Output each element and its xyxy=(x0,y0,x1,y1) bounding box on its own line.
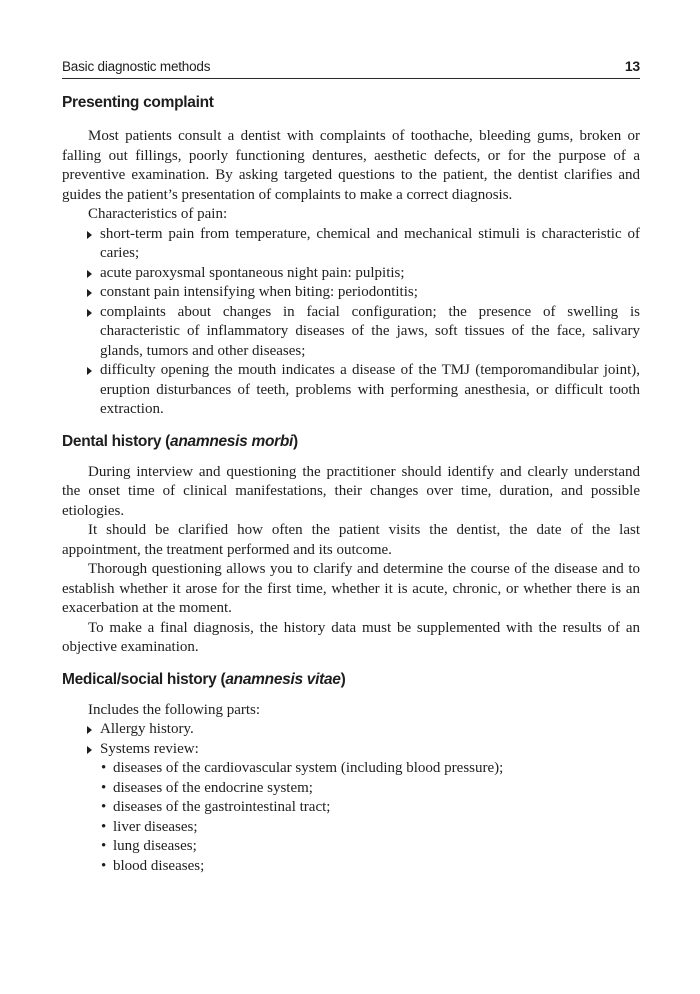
pain-list xyxy=(62,225,640,420)
page-number: 13 xyxy=(624,58,640,74)
heading-dental-history xyxy=(62,433,640,451)
system-list-item: • diseases of the gastrointestinal tract; xyxy=(113,798,640,818)
running-header-title: Basic diagnostic methods xyxy=(62,59,211,74)
dental-paragraph: Thorough questioning allows you to clarify and determine the course of the disease and to establish whether it arose for the first time, whether it is acute, chronic, or whether there is an exacerbation at the moment. xyxy=(62,561,640,616)
system-list-item: • diseases of the endocrine system; xyxy=(113,779,640,799)
running-header xyxy=(62,58,640,79)
complaint-intro-paragraph: Most patients consult a dentist with complaints of toothache, bleeding gums, broken or falling out fillings, poorly functioning dentures, aesthetic defects, or for the purpose of a preventive examination. By asking targeted questions to the patient, the dentist clarifies and guides the patient’s presentation of complaints to make a correct diagnosis. xyxy=(62,128,640,203)
heading-close-paren: ) xyxy=(293,432,298,450)
allergy-history-item: Allergy history. xyxy=(100,720,640,740)
pain-list-item: difficulty opening the mouth indicates a disease of the TMJ (temporomandibular joint), eruption disturbances of teeth, problems with performing anesthesia, or difficult tooth extraction. xyxy=(100,361,640,420)
pain-list-item: short-term pain from temperature, chemical and mechanical stimuli is characteristic of caries; xyxy=(100,225,640,264)
dental-paragraph: It should be clarified how often the patient visits the dentist, the date of the last appointment, the treatment performed and its outcome. xyxy=(62,522,640,558)
system-list-item: • blood diseases; xyxy=(113,857,640,877)
pain-list-item: complaints about changes in facial configuration; the presence of swelling is characteristic of inflammatory diseases of the jaws, soft tissues of the face, salivary glands, tumors and other diseases; xyxy=(100,303,640,362)
heading-latin-term: anamnesis vitae xyxy=(225,670,341,688)
system-list-item: • liver diseases; xyxy=(113,818,640,838)
system-list-item: • lung diseases; xyxy=(113,837,640,857)
system-list-item: • diseases of the cardiovascular system (including blood pressure); xyxy=(113,759,640,779)
pain-list-item: constant pain intensifying when biting: periodontitis; xyxy=(100,283,640,303)
heading-text: Medical/social history ( xyxy=(62,670,226,688)
heading-medical-history xyxy=(62,671,640,689)
systems-review-item xyxy=(100,740,640,877)
dental-paragraph: To make a final diagnosis, the history data must be supplemented with the results of an objective examination. xyxy=(62,619,640,655)
heading-close-paren: ) xyxy=(340,670,346,688)
medical-intro: Includes the following parts: xyxy=(88,701,261,718)
pain-list-item: acute paroxysmal spontaneous night pain: pulpitis; xyxy=(100,264,640,284)
medical-parts-list xyxy=(62,720,640,876)
heading-text: Dental history ( xyxy=(62,432,171,450)
pain-characteristics-label: Characteristics of pain: xyxy=(88,206,228,222)
heading-latin-term: anamnesis morbi xyxy=(170,432,294,450)
dental-paragraph: During interview and questioning the practitioner should identify and clearly understand the onset time of clinical manifestations, their changes over time, duration, and possible etiologies. xyxy=(62,463,640,519)
book-page xyxy=(62,58,640,876)
systems-list xyxy=(100,759,640,876)
heading-presenting-complaint: Presenting complaint xyxy=(62,94,214,111)
systems-review-label: Systems review: xyxy=(100,740,199,757)
